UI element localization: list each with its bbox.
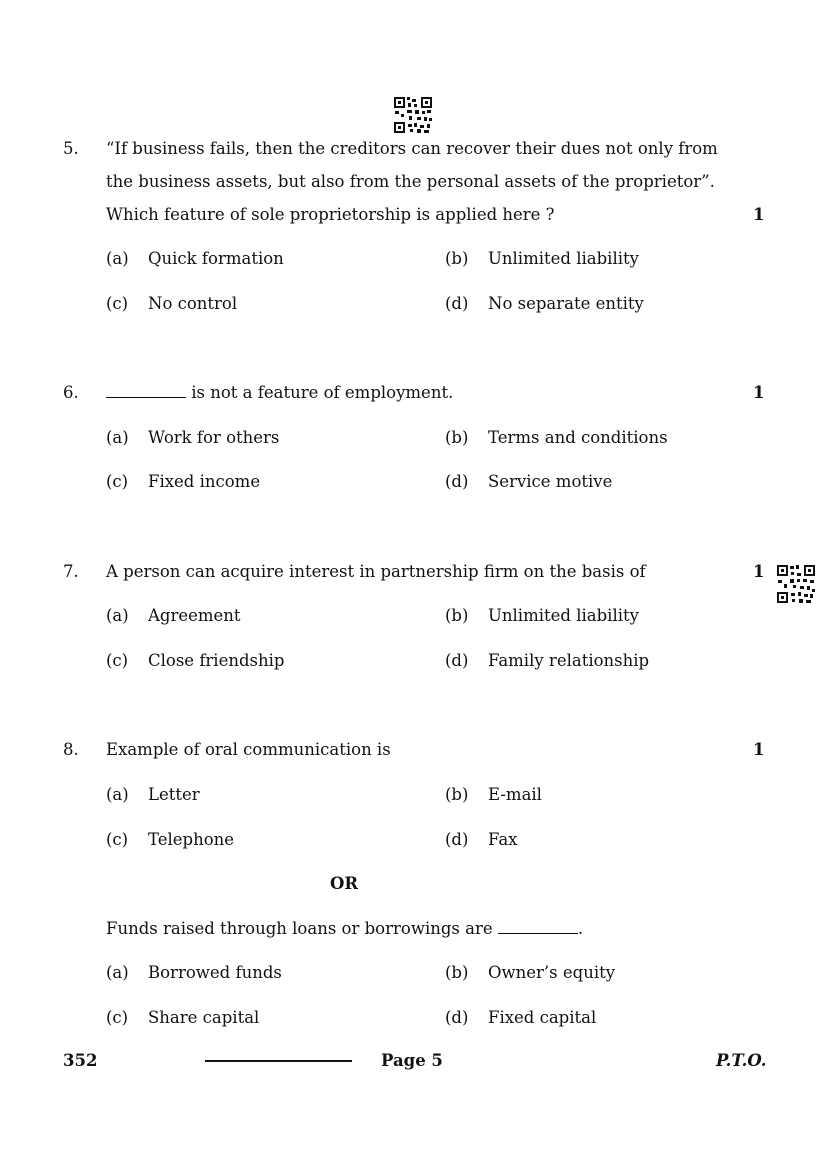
or-separator: OR [330,874,359,893]
option-text: Letter [148,785,200,804]
option-label: (c) [106,651,129,670]
option-text: Unlimited liability [488,249,639,268]
fill-in-blank [498,932,578,934]
option-text: Unlimited liability [488,606,639,625]
question-marks: 1 [753,205,765,224]
option-text: Family relationship [488,651,650,670]
option-label: (a) [106,606,129,625]
option-label: (d) [445,294,469,313]
alternate-question-end: . [577,919,584,938]
question-marks: 1 [753,383,765,402]
option-label: (c) [106,830,129,849]
question-text: Example of oral communication is [106,740,391,759]
question-number: 7. [63,562,79,581]
option-label: (d) [445,472,469,491]
option-label: (a) [106,249,129,268]
option-label: (b) [445,785,469,804]
option-text: Close friendship [148,651,285,670]
option-text: Share capital [148,1008,260,1027]
option-text: No separate entity [488,294,644,313]
question-number: 8. [63,740,79,759]
option-label: (a) [106,428,129,447]
paper-code: 352 [63,1051,98,1070]
option-label: (b) [445,606,469,625]
option-label: (a) [106,785,129,804]
option-text: Fax [488,830,518,849]
question-number: 6. [63,383,79,402]
option-label: (b) [445,963,469,982]
question-marks: 1 [753,740,765,759]
option-label: (d) [445,651,469,670]
option-text: Fixed capital [488,1008,597,1027]
please-turn-over: P.T.O. [716,1051,767,1070]
alternate-question-content: Funds raised through loans or borrowings are [106,919,493,938]
option-text: Quick formation [148,249,284,268]
question-text-line: Which feature of sole proprietorship is applied here ? [106,205,555,224]
option-text: No control [148,294,238,313]
footer-rule [205,1060,352,1062]
question-marks: 1 [753,562,765,581]
option-text: Borrowed funds [148,963,282,982]
option-text: Agreement [148,606,241,625]
option-text: Work for others [148,428,280,447]
question-text-content: is not a feature of employment. [191,383,454,402]
option-text: Service motive [488,472,613,491]
question-text [106,383,453,402]
side-qr-code-icon [776,564,816,604]
option-text: E-mail [488,785,542,804]
question-number: 5. [63,139,79,158]
question-text-line: “If business fails, then the creditors can recover their dues not only from [106,139,718,158]
option-label: (d) [445,1008,469,1027]
option-text: Telephone [148,830,235,849]
option-label: (a) [106,963,129,982]
question-text: A person can acquire interest in partnership firm on the basis of [106,562,646,581]
page-number: Page 5 [381,1051,443,1070]
alternate-question-text [106,919,583,938]
option-text: Owner’s equity [488,963,616,982]
question-text-line: the business assets, but also from the personal assets of the proprietor”. [106,172,715,191]
option-label: (c) [106,472,129,491]
top-qr-code-icon [393,96,433,134]
fill-in-blank [106,396,186,398]
option-label: (d) [445,830,469,849]
option-label: (c) [106,294,129,313]
option-label: (b) [445,249,469,268]
option-label: (b) [445,428,469,447]
option-text: Terms and conditions [488,428,668,447]
option-label: (c) [106,1008,129,1027]
option-text: Fixed income [148,472,261,491]
